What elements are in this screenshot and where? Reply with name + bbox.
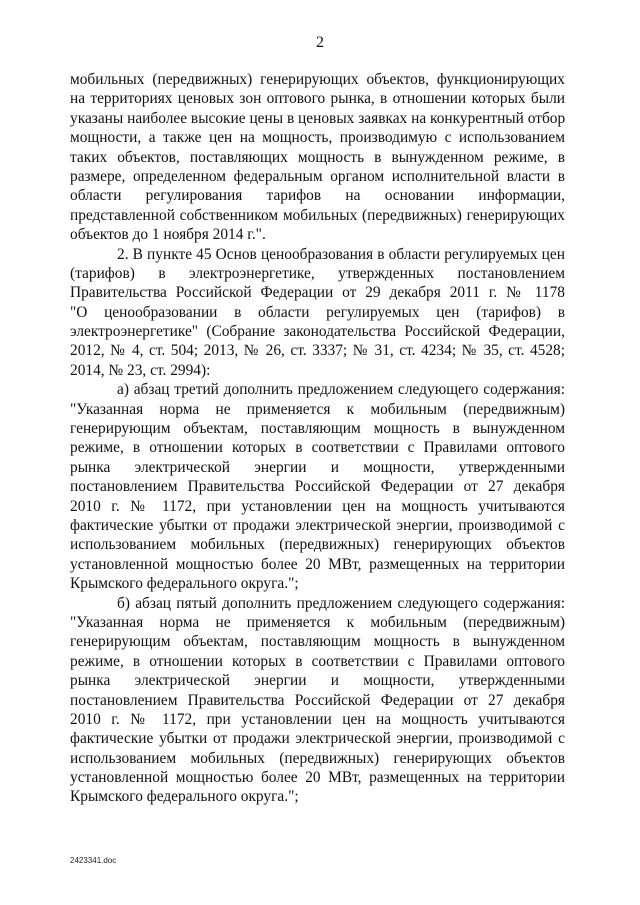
text-line: генерирующим объектам, поставляющим мощность в вынужденном: [70, 420, 565, 438]
text-line: мобильных (передвижных) генерирующих объектов, функционирующих: [70, 71, 565, 88]
paragraph-subitem-b: [70, 594, 565, 807]
text-line: Крымского федерального округа.";: [70, 788, 299, 806]
text-line: указаны наиболее высокие цены в ценовых заявках на конкурентный отбор: [70, 109, 565, 127]
text-line: рынка электрической энергии и мощности, утвержденными: [70, 458, 565, 476]
text-line: б) абзац пятый дополнить предложением следующего содержания:: [117, 594, 565, 612]
text-line: 2. В пункте 45 Основ ценообразования в области регулируемых цен: [117, 245, 565, 263]
document-footer-filename: 2423341.doc: [70, 856, 117, 865]
text-line: 2010 г. № 1172, при установлении цен на мощность учитываются: [70, 497, 565, 515]
text-line: электроэнергетике" (Собрание законодательства Российской Федерации,: [70, 323, 565, 341]
paragraph-item-2: [70, 245, 565, 381]
text-line: мощности, а также цен на мощность, производимую с использованием: [70, 129, 565, 147]
text-line: режиме, в отношении которых в соответствии с Правилами оптового: [70, 652, 565, 670]
page-number: 2: [316, 34, 324, 51]
text-line: представленной собственником мобильных (передвижных) генерирующих: [70, 206, 565, 224]
paragraph-continuation: [70, 70, 565, 245]
text-line: постановлением Правительства Российской Федерации от 27 декабря: [70, 478, 565, 496]
text-line: (тарифов) в электроэнергетике, утвержденных постановлением: [70, 264, 565, 282]
text-line: режиме, в отношении которых в соответствии с Правилами оптового: [70, 439, 565, 457]
text-line: 2010 г. № 1172, при установлении цен на мощность учитываются: [70, 710, 565, 728]
text-line: генерирующим объектам, поставляющим мощность в вынужденном: [70, 633, 565, 651]
text-line: постановлением Правительства Российской Федерации от 27 декабря: [70, 691, 565, 709]
text-line: использованием мобильных (передвижных) генерирующих объектов: [70, 749, 565, 767]
text-line: размере, определенном федеральным органом исполнительной власти в: [70, 167, 565, 185]
paragraph-subitem-a: [70, 380, 565, 593]
text-line: фактические убытки от продажи электрической энергии, производимой с: [70, 730, 565, 748]
text-line: установленной мощностью более 20 МВт, размещенных на территории: [70, 555, 565, 573]
text-line: объектов до 1 ноября 2014 г.".: [70, 226, 266, 244]
text-line: Крымского федерального округа.";: [70, 575, 299, 593]
text-line: установленной мощностью более 20 МВт, размещенных на территории: [70, 769, 565, 787]
text-line: Правительства Российской Федерации от 29 декабря 2011 г. № 1178: [70, 284, 565, 302]
text-line: "О ценообразовании в области регулируемых цен (тарифов) в: [70, 303, 565, 321]
text-line: на территориях ценовых зон оптового рынка, в отношении которых были: [70, 90, 565, 108]
text-line: а) абзац третий дополнить предложением следующего содержания:: [117, 381, 565, 399]
text-line: "Указанная норма не применяется к мобильным (передвижным): [70, 400, 565, 418]
text-line: области регулирования тарифов на основании информации,: [70, 187, 565, 205]
text-line: "Указанная норма не применяется к мобильным (передвижным): [70, 613, 565, 631]
text-line: 2014, № 23, ст. 2994):: [70, 361, 211, 379]
text-line: использованием мобильных (передвижных) генерирующих объектов: [70, 536, 565, 554]
text-line: фактические убытки от продажи электрической энергии, производимой с: [70, 516, 565, 534]
text-line: таких объектов, поставляющих мощность в вынужденном режиме, в: [70, 148, 565, 166]
document-body: [70, 70, 565, 807]
text-line: 2012, № 4, ст. 504; 2013, № 26, ст. 3337; № 31, ст. 4234; № 35, ст. 4528;: [70, 342, 565, 360]
text-line: рынка электрической энергии и мощности, утвержденными: [70, 672, 565, 690]
